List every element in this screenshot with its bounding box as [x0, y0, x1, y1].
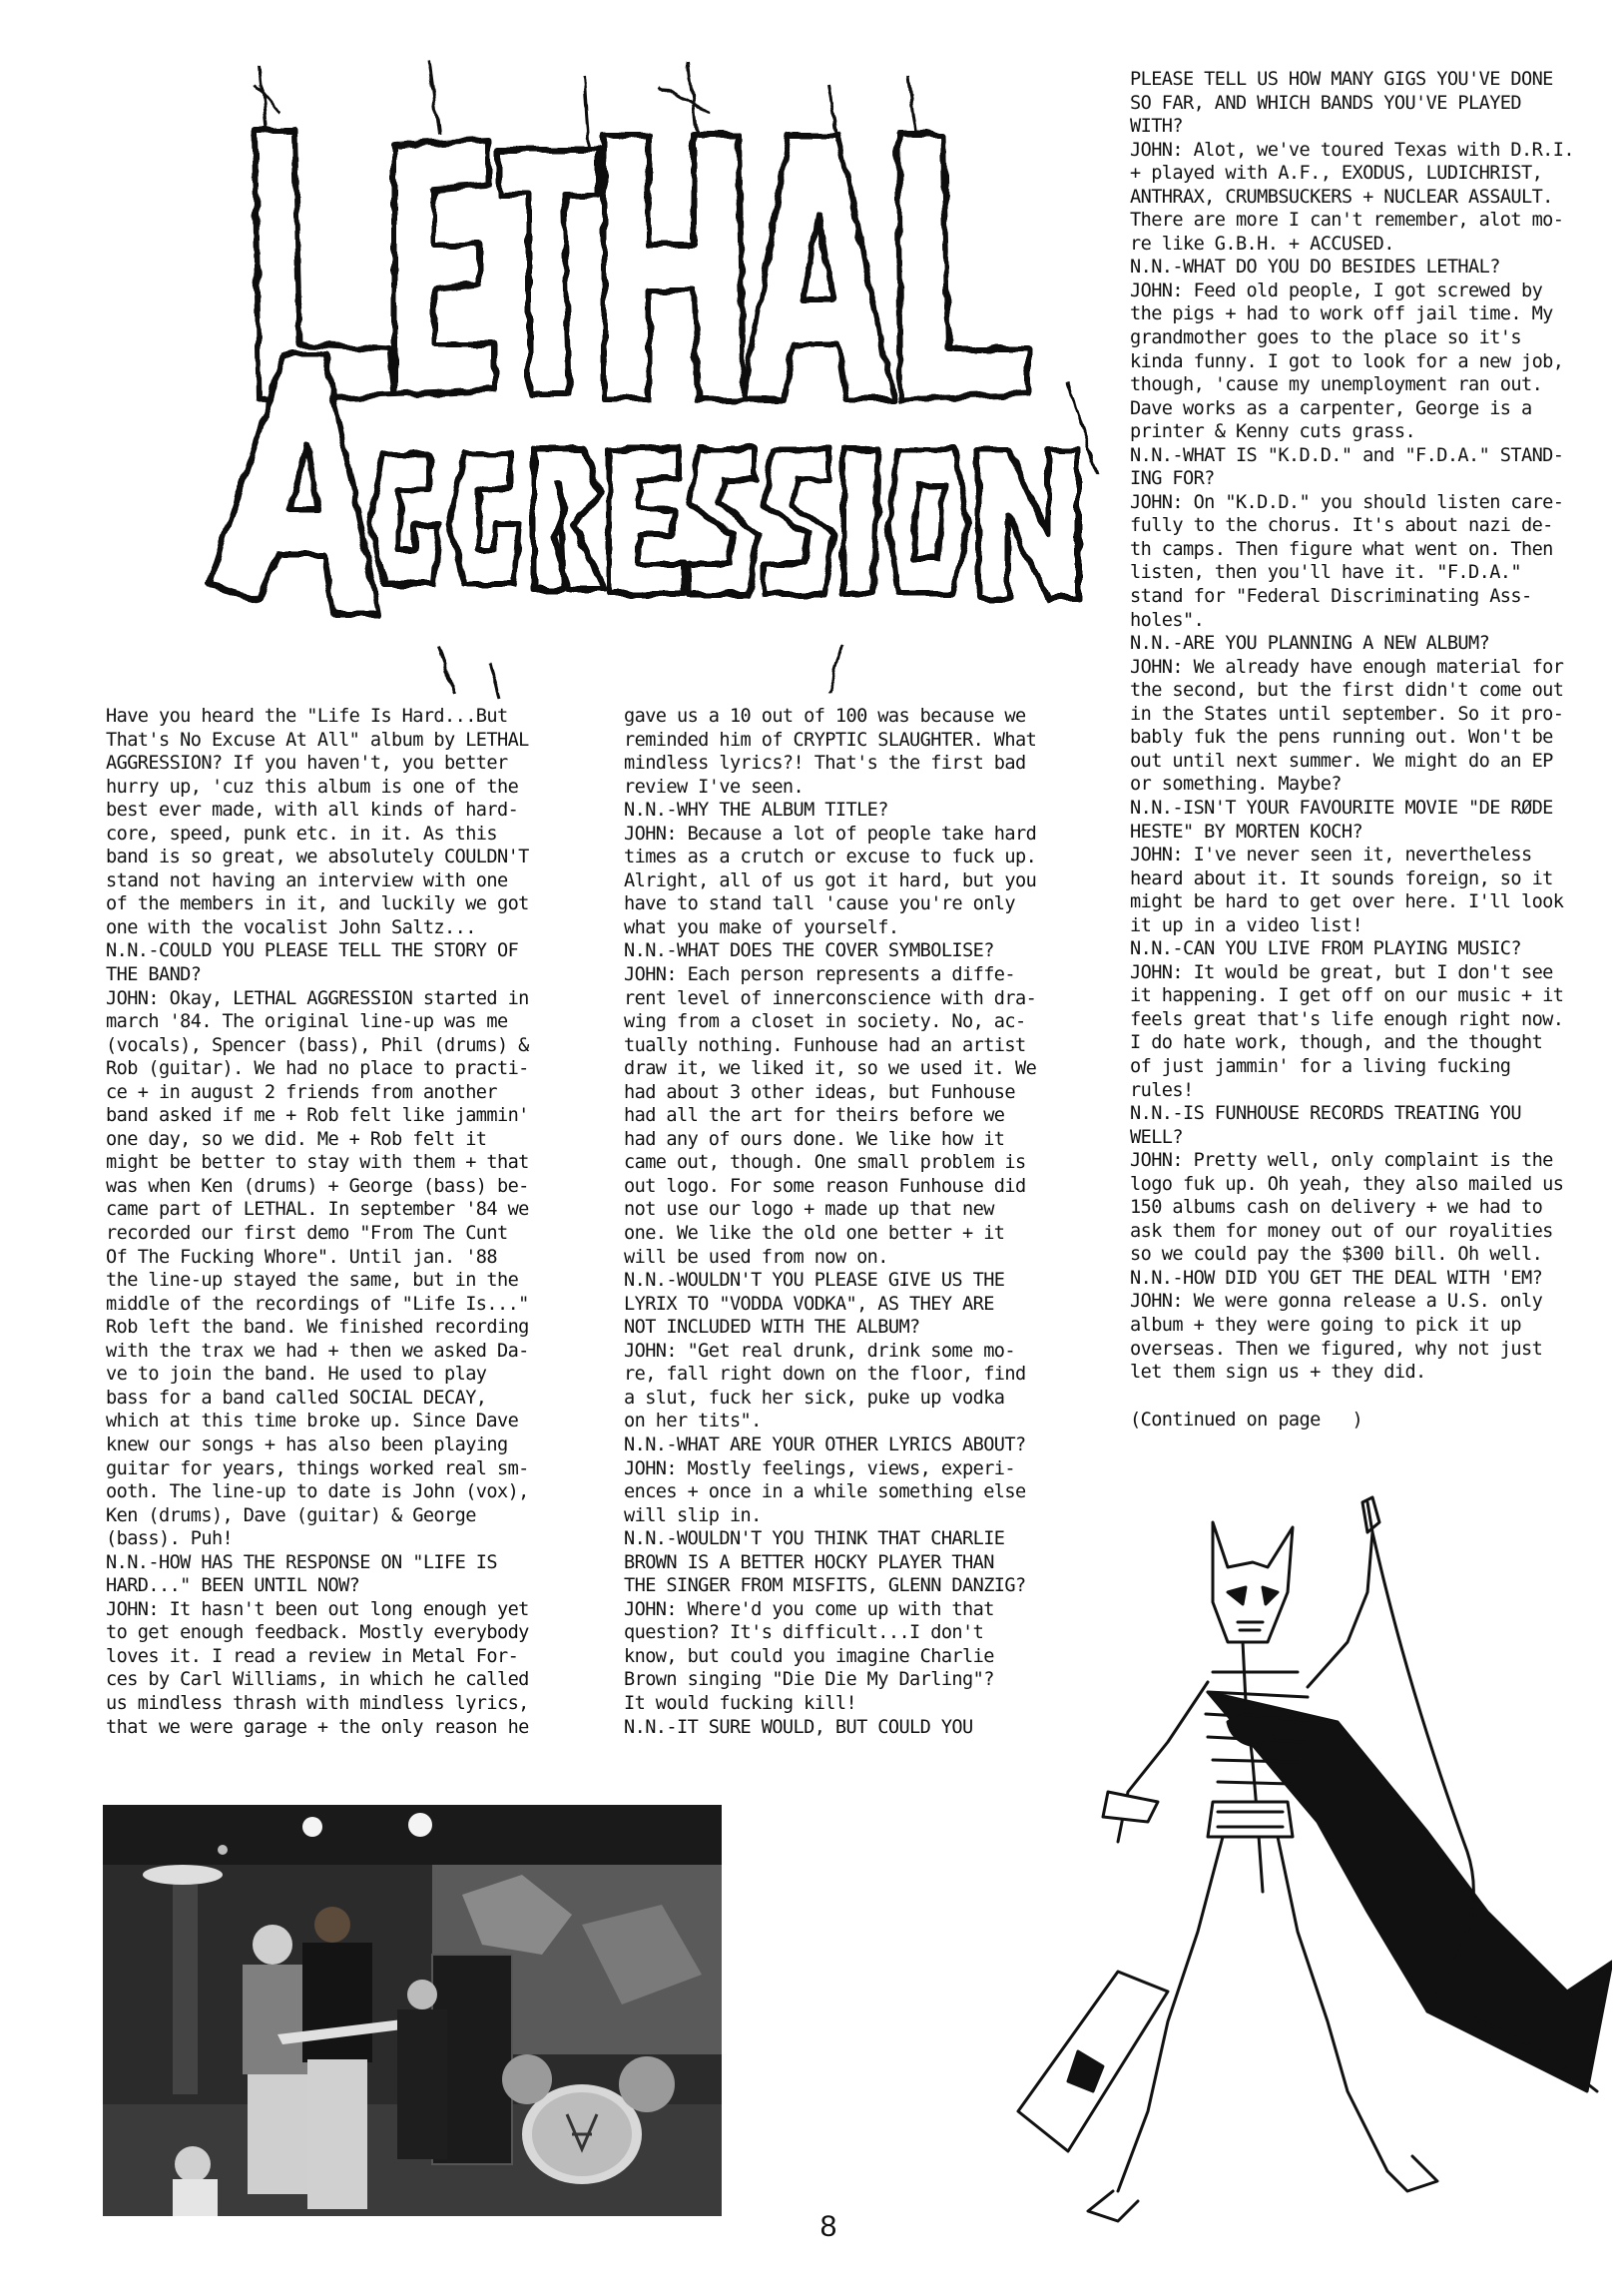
article-column-3	[1130, 68, 1619, 1431]
batman-skeleton-illustration	[868, 1492, 1612, 2251]
continued-note: (Continued on page )	[1130, 1409, 1363, 1430]
article-column-3-text: PLEASE TELL US HOW MANY GIGS YOU'VE DONE SO FAR, AND WHICH BANDS YOU'VE PLAYED WITH? JOHN: Alot, we've toured Texas with D.R.I. + played with A.F., EXODUS, LUDICHRIST, ANTHRAX, CRUMBSUCKERS + NUCLEAR ASSAULT. There are more I can't remember, alot mo- re like G.B.H. + ACCUSED. N.N.-WHAT DO YOU DO BESIDES LETHAL? JOHN: Feed old people, I got screwed by the pigs + had to work off jail time. My grandmother goes to the place so it's kinda funny. I got to look for a new job, though, 'cause my unemployment ran out. Dave works as a carpenter, George is a printer & Kenny cuts grass. N.N.-WHAT IS "K.D.D." and "F.D.A." STAND- ING FOR? JOHN: On "K.D.D." you should listen care- fully to the chorus. It's about nazi de- th camps. Then figure what went on. Then listen, then you'll have it. "F.D.A." stand for "Federal Discriminating Ass- holes". N.N.-ARE YOU PLANNING A NEW ALBUM? JOHN: We already have enough material for the second, but the first didn't come out in the States until september. So it pro- bably fuk the pens running out. Won't be out until next summer. We might do an EP or something. Maybe? N.N.-ISN'T YOUR FAVOURITE MOVIE "DE RØDE HESTE" BY MORTEN KOCH? JOHN: I've never seen it, nevertheless heard about it. It sounds foreign, so it might be hard to get over here. I'll look it up in a video list! N.N.-CAN YOU LIVE FROM PLAYING MUSIC? JOHN: It would be great, but I don't see it happening. I get off on our music + it feels great that's life enough right now. I do hate work, though, and the thought of just jammin' for a living fucking rules! N.N.-IS FUNHOUSE RECORDS TREATING YOU WELL? JOHN: Pretty well, only complaint is the logo fuk up. Oh yeah, they also mailed us 150 albums cash on delivery + we had to ask them for money out of our royalities so we could pay the $300 bill. Oh well. N.N.-HOW DID YOU GET THE DEAL WITH 'EM? JOHN: We were gonna release a U.S. only album + they were going to pick it up overseas. Then we figured, why not just let them sign us + they did.	[1130, 69, 1574, 1384]
article-column-2: gave us a 10 out of 100 was because we reminded him of CRYPTIC SLAUGHTER. What mindless lyrics?! That's the first bad review I've seen. N.N.-WHY THE ALBUM TITLE? JOHN: Because a lot of people take hard times as a crutch or excuse to fuck up. Alright, all of us got it hard, but you have to stand tall 'cause you're only what you make of yourself. N.N.-WHAT DOES THE COVER SYMBOLISE? JOHN: Each person represents a diffe- rent level of innerconscience with dra- wing from a closet in society. No, ac- tually nothing. Funhouse had an artist draw it, we liked it, so we used it. We had about 3 other ideas, but Funhouse had all the art for theirs before we had any of ours done. We like how it came out, though. One small problem is out logo. For some reason Funhouse did not use our logo + made up that new one. We like the old one better + it will be used from now on. N.N.-WOULDN'T YOU PLEASE GIVE US THE LYRIX TO "VODDA VODKA", AS THEY ARE NOT INCLUDED WITH THE ALBUM? JOHN: "Get real drunk, drink some mo- re, fall right down on the floor, find a slut, fuck her sick, puke up vodka on her tits". N.N.-WHAT ARE YOUR OTHER LYRICS ABOUT? JOHN: Mostly feelings, views, experi- ences + once in a while something else will slip in. N.N.-WOULDN'T YOU THINK THAT CHARLIE BROWN IS A BETTER HOCKY PLAYER THAN THE SINGER FROM MISFITS, GLENN DANZIG? JOHN: Where'd you come up with that question? It's difficult...I don't know, but could you imagine Charlie Brown singing "Die Die My Darling"? It would fucking kill! N.N.-IT SURE WOULD, BUT COULD YOU	[624, 706, 1037, 1738]
article-column-1: Have you heard the "Life Is Hard...But That's No Excuse At All" album by LETHAL AGGRESSION? If you haven't, you better hurry up, 'cuz this album is one of the best ever made, with all kinds of hard- core, speed, punk etc. in it. As this band is so great, we absolutely COULDN'T stand not having an interview with one of the members in it, and luckily we got one with the vocalist John Saltz... N.N.-COULD YOU PLEASE TELL THE STORY OF THE BAND? JOHN: Okay, LETHAL AGGRESSION started in march '84. The original line-up was me (vocals), Spencer (bass), Phil (drums) & Rob (guitar). We had no place to practi- ce + in august 2 friends from another band asked if me + Rob felt like jammin' one day, so we did. Me + Rob felt it might be better to stay with them + that was when Ken (drums) + George (bass) be- came part of LETHAL. In september '84 we recorded our first demo "From The Cunt Of The Fucking Whore". Until jan. '88 the line-up stayed the same, but in the middle of the recordings of "Life Is..." Rob left the band. We finished recording with the trax we had + then we asked Da- ve to join the band. He used to play bass for a band called SOCIAL DECAY, which at this time broke up. Since Dave knew our songs + has also been playing guitar for years, things worked real sm- ooth. The line-up to date is John (vox), Ken (drums), Dave (guitar) & George (bass). Puh! N.N.-HOW HAS THE RESPONSE ON "LIFE IS HARD..." BEEN UNTIL NOW? JOHN: It hasn't been out long enough yet to get enough feedback. Mostly everybody loves it. I read a review in Metal For- ces by Carl Williams, in which he called us mindless thrash with mindless lyrics, that we were garage + the only reason he	[106, 706, 529, 1738]
page-number: 8	[819, 2210, 837, 2243]
lethal-aggression-logo	[190, 55, 1108, 704]
concert-photo	[103, 1805, 722, 2216]
